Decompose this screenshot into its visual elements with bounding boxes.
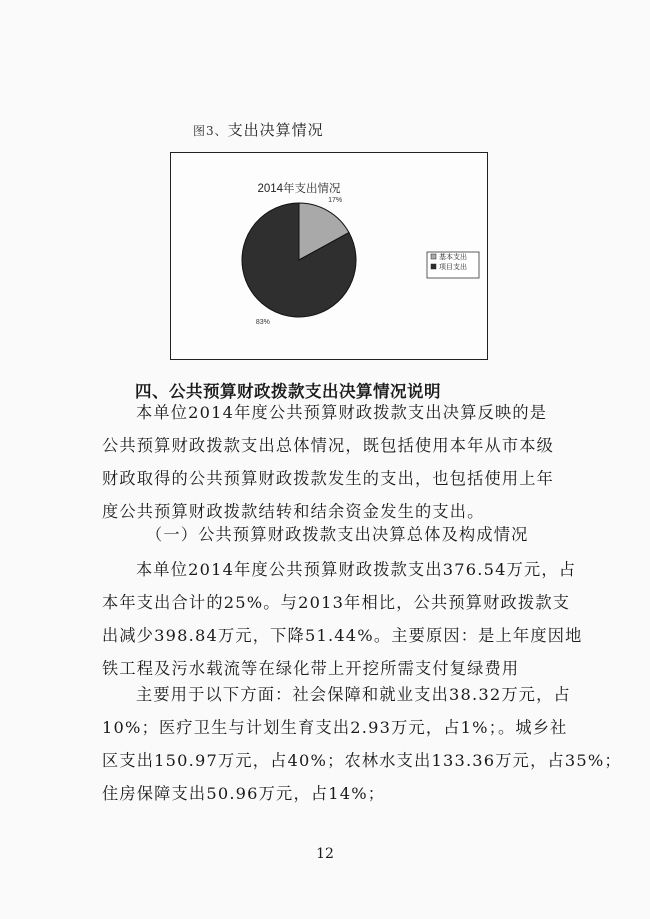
text-line: 出减少398.84万元，下降51.44%。主要原因：是上年度因地 bbox=[102, 626, 583, 645]
pie-label-1: 17% bbox=[328, 196, 343, 204]
legend-swatch-1 bbox=[431, 254, 436, 259]
paragraph-1 bbox=[102, 396, 555, 528]
expenditure-chart bbox=[170, 152, 488, 360]
legend-label-1: 基本支出 bbox=[439, 254, 467, 261]
sub-heading-block bbox=[102, 518, 552, 551]
text-line: 铁工程及污水载流等在绿化带上开挖所需支付复绿费用 bbox=[102, 659, 520, 678]
text-line: 主要用于以下方面：社会保障和就业支出38.32万元，占 bbox=[136, 685, 571, 704]
text-line: 本单位2014年度公共预算财政拨款支出决算反映的是 bbox=[136, 403, 548, 422]
legend-label-2: 项目支出 bbox=[439, 264, 467, 271]
pie-label-2: 83% bbox=[255, 319, 270, 327]
text-line: 度公共预算财政拨款结转和结余资金发生的支出。 bbox=[102, 502, 485, 521]
text-line: 本年支出合计的25%。与2013年相比，公共预算财政拨款支 bbox=[102, 593, 571, 612]
text-line: 区支出150.97万元，占40%；农林水支出133.36万元，占35%； bbox=[102, 751, 622, 770]
sub-heading: （一）公共预算财政拨款支出决算总体及构成情况 bbox=[146, 525, 529, 544]
text-line: 住房保障支出50.96万元，占14%； bbox=[102, 784, 386, 803]
section-heading: 四、公共预算财政拨款支出决算情况说明 bbox=[135, 382, 441, 401]
figure-caption-text: 支出决算情况 bbox=[227, 121, 324, 139]
figure-caption-prefix: 图3、 bbox=[193, 124, 228, 138]
text-line: 财政取得的公共预算财政拨款发生的支出，也包括使用上年 bbox=[102, 469, 555, 488]
chart-title: 2014年支出情况 bbox=[257, 183, 341, 195]
paragraph-3 bbox=[102, 678, 622, 810]
text-line: 10%；医疗卫生与计划生育支出2.93万元，占1%；。城乡社 bbox=[102, 718, 568, 737]
page-number: 12 bbox=[316, 846, 334, 862]
text-line: 公共预算财政拨款支出总体情况，既包括使用本年从市本级 bbox=[102, 436, 555, 455]
pie-chart-svg bbox=[171, 153, 487, 359]
text-line: 本单位2014年度公共预算财政拨款支出376.54万元，占 bbox=[136, 560, 577, 579]
figure-caption bbox=[193, 119, 324, 140]
legend-swatch-2 bbox=[431, 264, 436, 269]
paragraph-2 bbox=[102, 553, 583, 685]
